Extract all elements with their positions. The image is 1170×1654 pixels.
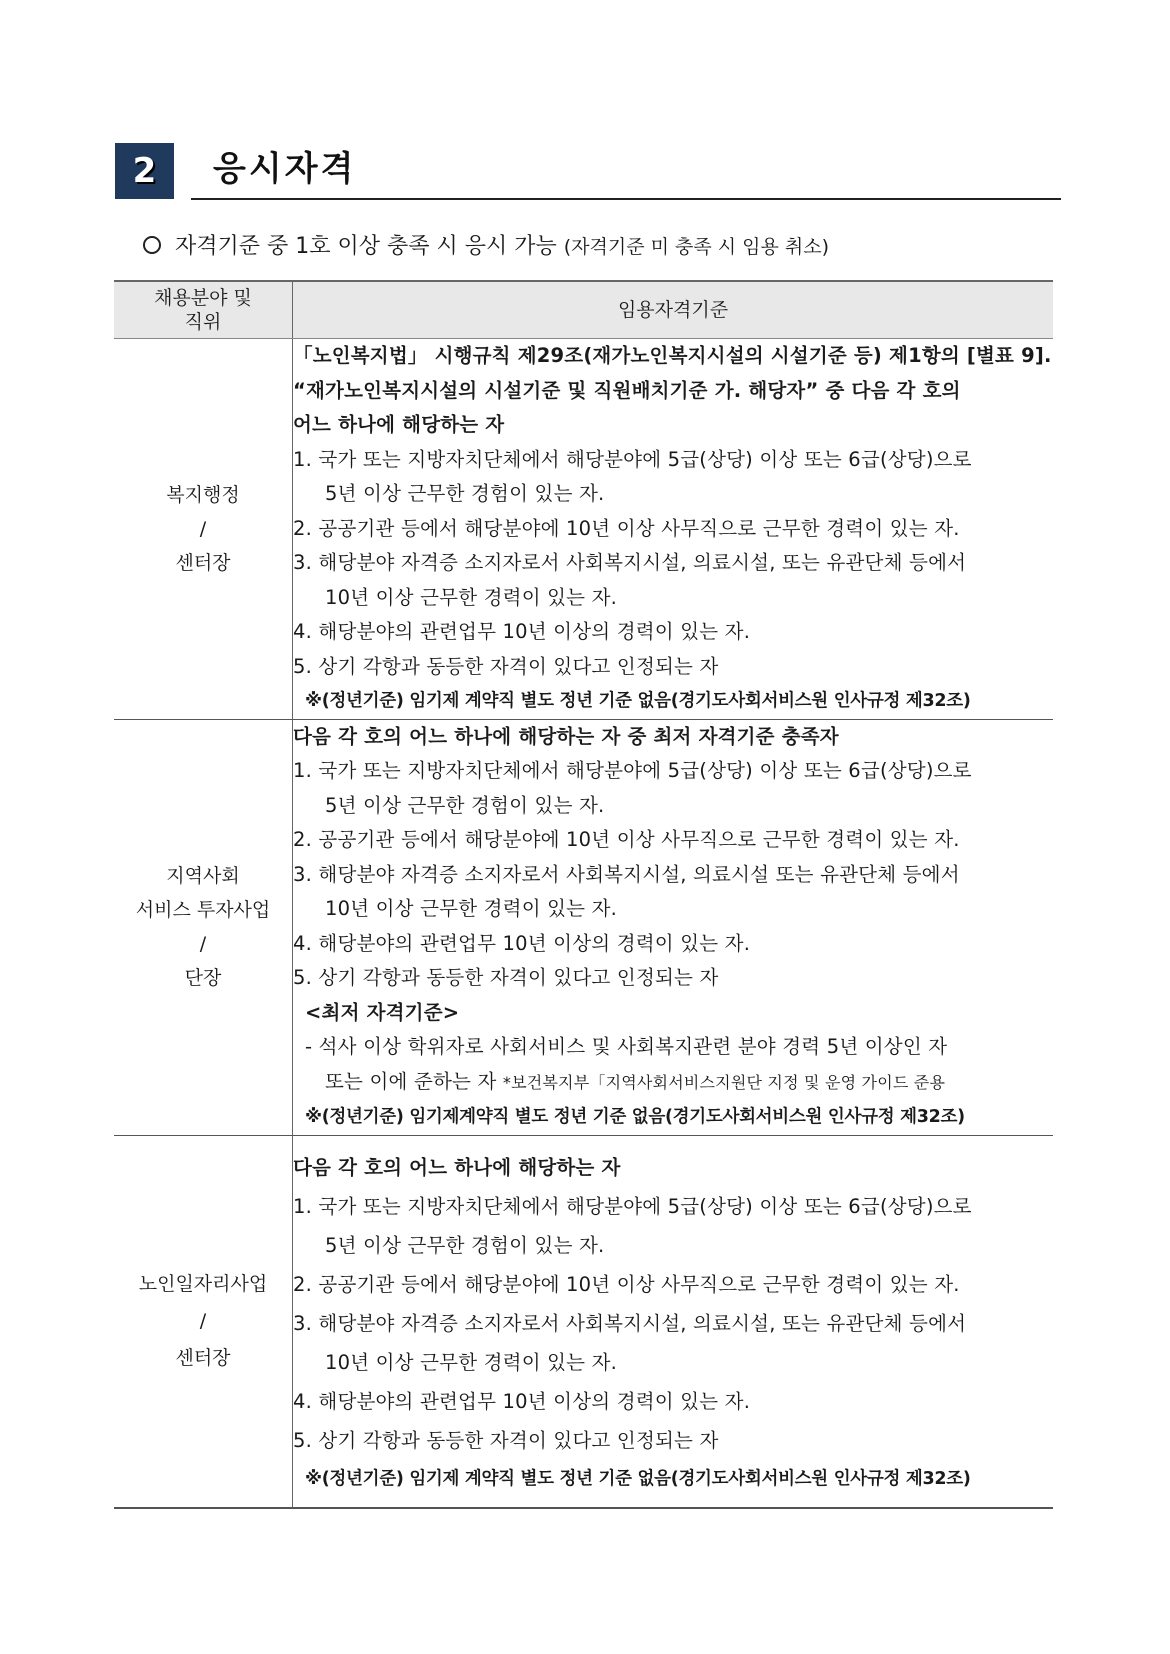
position-line: 단장 — [184, 967, 222, 989]
position-line: 지역사회 — [166, 865, 240, 887]
intro-bullet-line — [143, 232, 829, 262]
preamble-line: 어느 하나에 해당하는 자 — [293, 413, 505, 436]
criteria-item-continuation: 10년 이상 근무한 경력이 있는 자. — [325, 1350, 618, 1374]
position-line: 서비스 투자사업 — [135, 899, 271, 921]
criteria-item: 2. 공공기관 등에서 해당분야에 10년 이상 사무직으로 근무한 경력이 있는 자. — [293, 828, 960, 851]
preamble-line: “재가노인복지시설의 시설기준 및 직원배치기준 가. 해당자” 중 다음 각 호의 — [293, 378, 961, 402]
table-row-community-service — [114, 719, 1053, 1135]
criteria-item: 4. 해당분야의 관련업무 10년 이상의 경력이 있는 자. — [293, 620, 751, 643]
criteria-item-continuation: 5년 이상 근무한 경험이 있는 자. — [325, 1233, 605, 1257]
position-cell — [114, 1135, 293, 1508]
position-cell — [114, 719, 293, 1135]
criteria-item: 1. 국가 또는 지방자치단체에서 해당분야에 5급(상당) 이상 또는 6급(상당)으로 — [293, 1194, 972, 1218]
section-number-badge: 2 — [115, 143, 174, 199]
position-line: 센터장 — [175, 551, 231, 574]
position-line: 센터장 — [175, 1346, 231, 1369]
criteria-cell — [293, 1135, 1054, 1508]
criteria-item: 4. 해당분야의 관련업무 10년 이상의 경력이 있는 자. — [293, 931, 751, 955]
criteria-item: 3. 해당분야 자격증 소지자로서 사회복지시설, 의료시설 또는 유관단체 등에서 — [293, 862, 960, 886]
criteria-item-continuation: 5년 이상 근무한 경험이 있는 자. — [325, 793, 605, 817]
circle-bullet-icon — [143, 236, 161, 254]
section-title: 응시자격 — [213, 149, 357, 189]
criteria-item: 4. 해당분야의 관련업무 10년 이상의 경력이 있는 자. — [293, 1389, 751, 1413]
header-position — [114, 281, 293, 339]
qualification-table — [114, 280, 1053, 1509]
preamble-line: 「노인복지법」 시행규칙 제29조(재가노인복지시설의 시설기준 등) 제1항의 [별표 9]. — [293, 344, 1052, 367]
header-position-line2: 직위 — [184, 311, 222, 333]
preamble-line: 다음 각 호의 어느 하나에 해당하는 자 중 최저 자격기준 충족자 — [293, 724, 839, 748]
criteria-item: 3. 해당분야 자격증 소지자로서 사회복지시설, 의료시설, 또는 유관단체 등에서 — [293, 1311, 967, 1335]
section-heading — [115, 143, 1061, 201]
table-row-welfare-admin — [114, 339, 1053, 720]
criteria-item: 5. 상기 각항과 동등한 자격이 있다고 인정되는 자 — [293, 1428, 719, 1452]
criteria-item: 1. 국가 또는 지방자치단체에서 해당분야에 5급(상당) 이상 또는 6급(상당)으로 — [293, 759, 972, 782]
position-line: 복지행정 — [166, 483, 240, 506]
criteria-item-continuation: 10년 이상 근무한 경력이 있는 자. — [325, 897, 618, 920]
retirement-footnote: ※(정년기준) 임기제 계약직 별도 정년 기준 없음(경기도사회서비스원 인사규정 제32조) — [305, 691, 971, 711]
minimum-criteria-text: 또는 이에 준하는 자 — [325, 1069, 503, 1093]
header-position-line1: 채용분야 및 — [154, 287, 252, 309]
criteria-item-continuation: 5년 이상 근무한 경험이 있는 자. — [325, 482, 605, 505]
criteria-cell — [293, 339, 1054, 720]
position-cell — [114, 339, 293, 720]
criteria-cell — [293, 719, 1054, 1135]
minimum-criteria-title: <최저 자격기준> — [305, 1000, 460, 1024]
table-row-senior-jobs — [114, 1135, 1053, 1508]
intro-text: 자격기준 중 1호 이상 충족 시 응시 가능 — [175, 234, 557, 259]
criteria-item: 5. 상기 각항과 동등한 자격이 있다고 인정되는 자 — [293, 966, 719, 989]
criteria-item: 3. 해당분야 자격증 소지자로서 사회복지시설, 의료시설, 또는 유관단체 등에서 — [293, 551, 967, 574]
criteria-item: 2. 공공기관 등에서 해당분야에 10년 이상 사무직으로 근무한 경력이 있는 자. — [293, 1272, 960, 1296]
preamble-line: 다음 각 호의 어느 하나에 해당하는 자 — [293, 1155, 621, 1179]
retirement-footnote: ※(정년기준) 임기제 계약직 별도 정년 기준 없음(경기도사회서비스원 인사규정 제32조) — [305, 1468, 971, 1489]
retirement-footnote: ※(정년기준) 임기제계약직 별도 정년 기준 없음(경기도사회서비스원 인사규정 제32조) — [305, 1107, 965, 1127]
position-line: / — [199, 933, 207, 955]
position-line: / — [199, 517, 207, 540]
criteria-item: 2. 공공기관 등에서 해당분야에 10년 이상 사무직으로 근무한 경력이 있는 자. — [293, 516, 960, 540]
criteria-item: 5. 상기 각항과 동등한 자격이 있다고 인정되는 자 — [293, 654, 719, 678]
position-line: / — [199, 1309, 207, 1332]
criteria-item-continuation: 10년 이상 근무한 경력이 있는 자. — [325, 585, 618, 609]
guide-reference: *보건복지부「지역사회서비스지원단 지정 및 운영 가이드 준용 — [502, 1072, 946, 1092]
minimum-criteria-line — [293, 1065, 1053, 1101]
position-line: 노인일자리사업 — [138, 1272, 268, 1295]
criteria-item: 1. 국가 또는 지방자치단체에서 해당분야에 5급(상당) 이상 또는 6급(상당)으로 — [293, 447, 972, 471]
intro-note: (자격기준 미 충족 시 임용 취소) — [563, 236, 830, 258]
minimum-criteria-line: - 석사 이상 학위자로 사회서비스 및 사회복지관련 분야 경력 5년 이상인 자 — [305, 1035, 948, 1058]
header-criteria: 임용자격기준 — [293, 281, 1054, 339]
table-header-row — [114, 281, 1053, 339]
section-divider — [191, 198, 1061, 200]
